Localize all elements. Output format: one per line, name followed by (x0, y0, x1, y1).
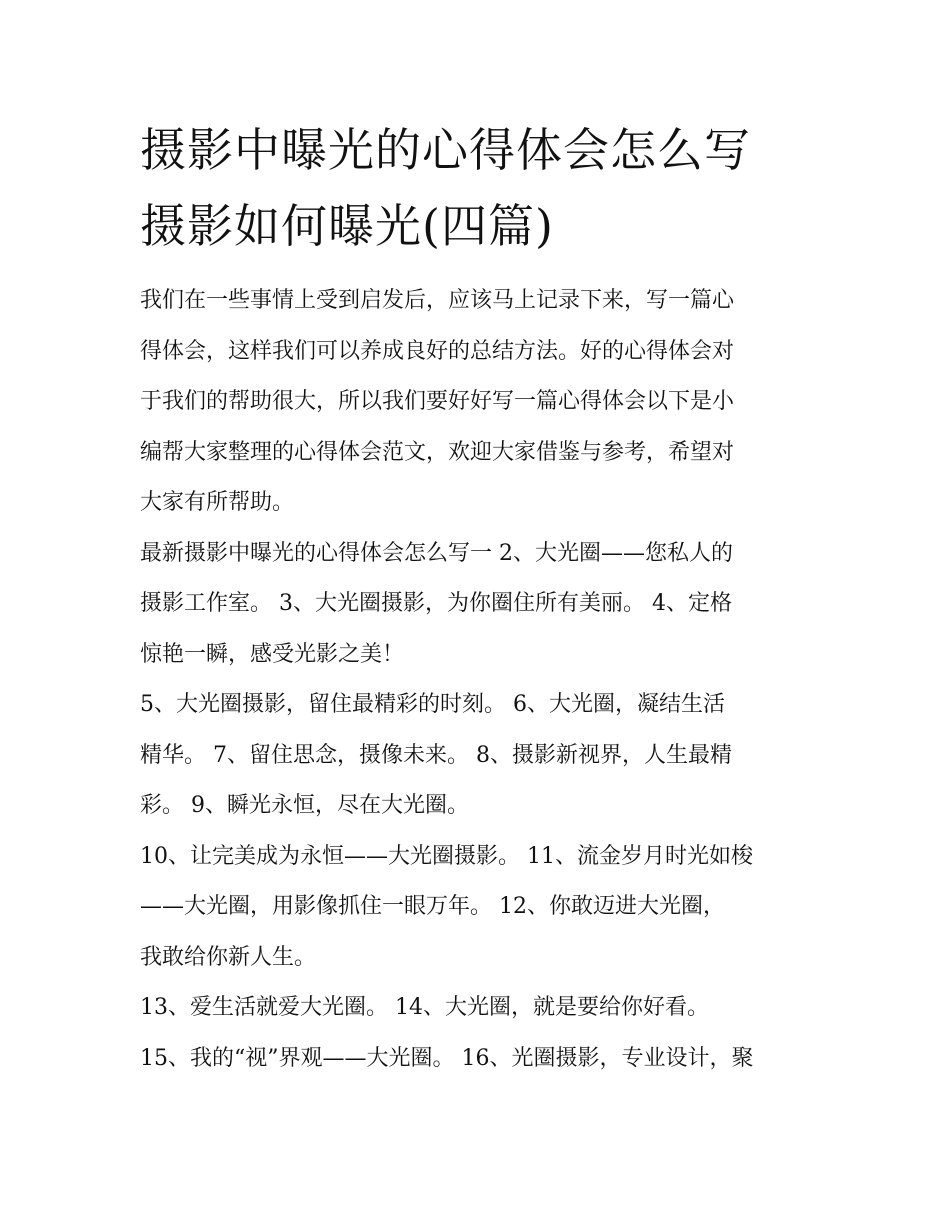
text-line: 10、让完美成为永恒——大光圈摄影。 11、流金岁月时光如梭 (140, 843, 753, 869)
text-line: 15、我的“视”界观——大光圈。 16、光圈摄影，专业设计，聚 (140, 1045, 754, 1071)
text-line: 精华。 7、留住思念，摄像未来。 8、摄影新视界，人生最精 (140, 742, 732, 768)
document-body (140, 276, 820, 1084)
text-line: 13、爱生活就爱大光圈。 14、大光圈，就是要给你好看。 (140, 995, 709, 1020)
text-line: ——大光圈，用影像抓住一眼万年。 12、你敢迈进大光圈， (140, 894, 725, 919)
text-line: 于我们的帮助很大，所以我们要好好写一篇心得体会以下是小 (140, 389, 735, 414)
text-line: 最新摄影中曝光的心得体会怎么写一 2、大光圈——您私人的 (140, 540, 733, 566)
paragraph-slogans-1 (140, 529, 820, 681)
text-line: 5、大光圈摄影，留住最精彩的时刻。 6、大光圈，凝结生活 (140, 692, 725, 717)
text-line: 得体会，这样我们可以养成良好的总结方法。好的心得体会对 (140, 338, 735, 364)
paragraph-slogans-2 (140, 680, 820, 832)
paragraph-slogans-5 (140, 1034, 820, 1085)
title-line: 摄影中曝光的心得体会怎么写 (140, 123, 751, 177)
text-line: 我敢给你新人生。 (140, 944, 317, 970)
text-line: 惊艳一瞬，感受光影之美！ (140, 641, 405, 667)
page-title (140, 112, 830, 264)
text-line: 编帮大家整理的心得体会范文，欢迎大家借鉴与参考，希望对 (140, 439, 735, 465)
title-line: 摄影如何曝光(四篇) (140, 199, 554, 253)
paragraph-slogans-4 (140, 983, 820, 1034)
text-line: 摄影工作室。 3、大光圈摄影，为你圈住所有美丽。 4、定格 (140, 591, 732, 616)
paragraph-slogans-3 (140, 832, 820, 984)
text-line: 彩。 9、瞬光永恒，尽在大光圈。 (140, 793, 469, 818)
paragraph-intro (140, 276, 820, 529)
text-line: 大家有所帮助。 (140, 490, 295, 515)
text-line: 我们在一些事情上受到启发后，应该马上记录下来，写一篇心 (140, 288, 735, 313)
